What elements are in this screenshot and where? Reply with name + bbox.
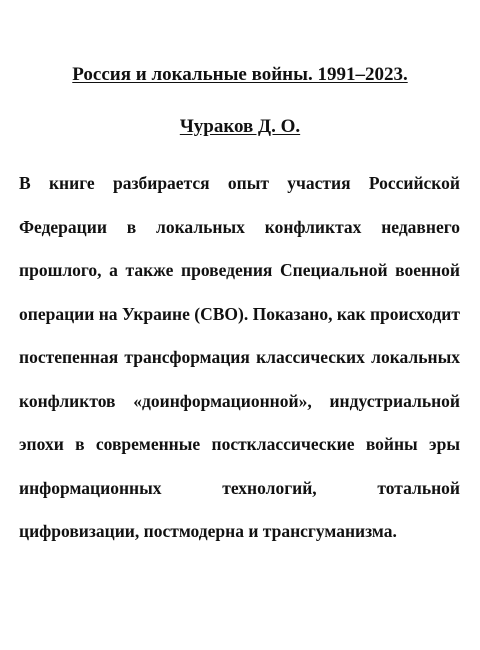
- book-author: Чураков Д. О.: [179, 116, 301, 137]
- book-title: Россия и локальные войны. 1991–2023.: [72, 64, 408, 85]
- book-abstract: В книге разбирается опыт участия Российской Федерации в локальных конфликтах недавнего прошлого, а также проведения Специальной военной операции на Украине (СВО). Показано, как происходит постепенная трансформация классических локальных конфликтов «доинформационной», индустриальной эпохи в современные постклассические войны эры информационных технологий, тотальной цифровизации, постмодерна и трансгуманизма.: [19, 173, 460, 541]
